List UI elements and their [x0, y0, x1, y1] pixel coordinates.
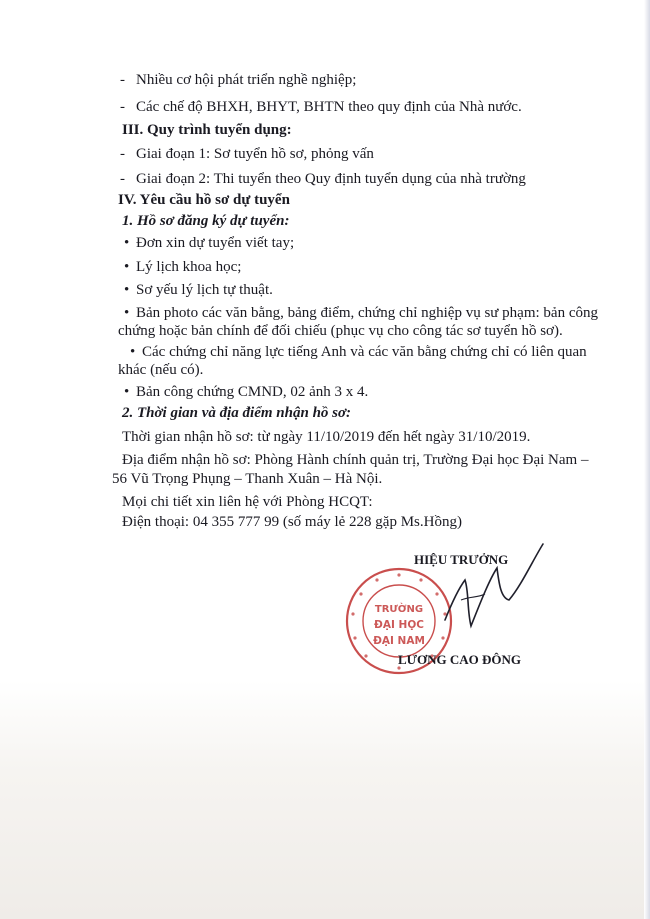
scan-edge [644, 0, 650, 919]
requirement-item: • Bản công chứng CMND, 02 ảnh 3 x 4. [136, 383, 368, 401]
requirement-item: • Lý lịch khoa học; [136, 258, 241, 276]
contact-note: Mọi chi tiết xin liên hệ với Phòng HCQT: [122, 494, 373, 510]
requirement-item-continued: chứng hoặc bản chính để đối chiếu (phục vụ cho công tác sơ tuyển hồ sơ). [118, 323, 563, 339]
svg-text:TRƯỜNG: TRƯỜNG [374, 604, 424, 615]
submission-address: 56 Vũ Trọng Phụng – Thanh Xuân – Hà Nội. [112, 471, 383, 487]
submission-location: Địa điểm nhận hồ sơ: Phòng Hành chính quản trị, Trường Đại học Đại Nam – [122, 452, 589, 468]
benefit-item: - Nhiều cơ hội phát triển nghề nghiệp; [136, 71, 356, 89]
signature-scrawl [425, 540, 545, 640]
signer-role: HIỆU TRƯỞNG [414, 552, 509, 567]
svg-text:ĐẠI HỌC: ĐẠI HỌC [374, 619, 424, 631]
signer-name: LƯƠNG CAO ĐÔNG [398, 652, 522, 667]
section-3-heading: III. Quy trình tuyển dụng: [122, 122, 292, 138]
subsection-1-heading: 1. Hồ sơ đăng ký dự tuyển: [122, 213, 290, 229]
benefit-item: - Các chế độ BHXH, BHYT, BHTN theo quy định của Nhà nước. [136, 98, 522, 116]
requirement-item: • Sơ yếu lý lịch tự thuật. [136, 281, 273, 299]
process-item: - Giai đoạn 2: Thi tuyển theo Quy định tuyển dụng của nhà trường [136, 170, 526, 188]
requirement-item-continued: khác (nếu có). [118, 362, 204, 378]
requirement-item: • Các chứng chỉ năng lực tiếng Anh và các văn bằng chứng chỉ có liên quan [142, 343, 587, 361]
submission-time: Thời gian nhận hồ sơ: từ ngày 11/10/2019 đến hết ngày 31/10/2019. [122, 429, 531, 445]
requirement-item: • Đơn xin dự tuyển viết tay; [136, 234, 294, 252]
requirement-item: • Bản photo các văn bằng, bảng điểm, chứng chỉ nghiệp vụ sư phạm: bản công [136, 304, 598, 322]
contact-phone: Điện thoại: 04 355 777 99 (số máy lẻ 228 gặp Ms.Hồng) [122, 514, 462, 530]
svg-text:ĐẠI NAM: ĐẠI NAM [373, 635, 425, 647]
process-item: - Giai đoạn 1: Sơ tuyển hồ sơ, phỏng vấn [136, 145, 374, 163]
section-4-heading: IV. Yêu cầu hồ sơ dự tuyển [118, 192, 290, 208]
subsection-2-heading: 2. Thời gian và địa điểm nhận hồ sơ: [122, 405, 352, 421]
